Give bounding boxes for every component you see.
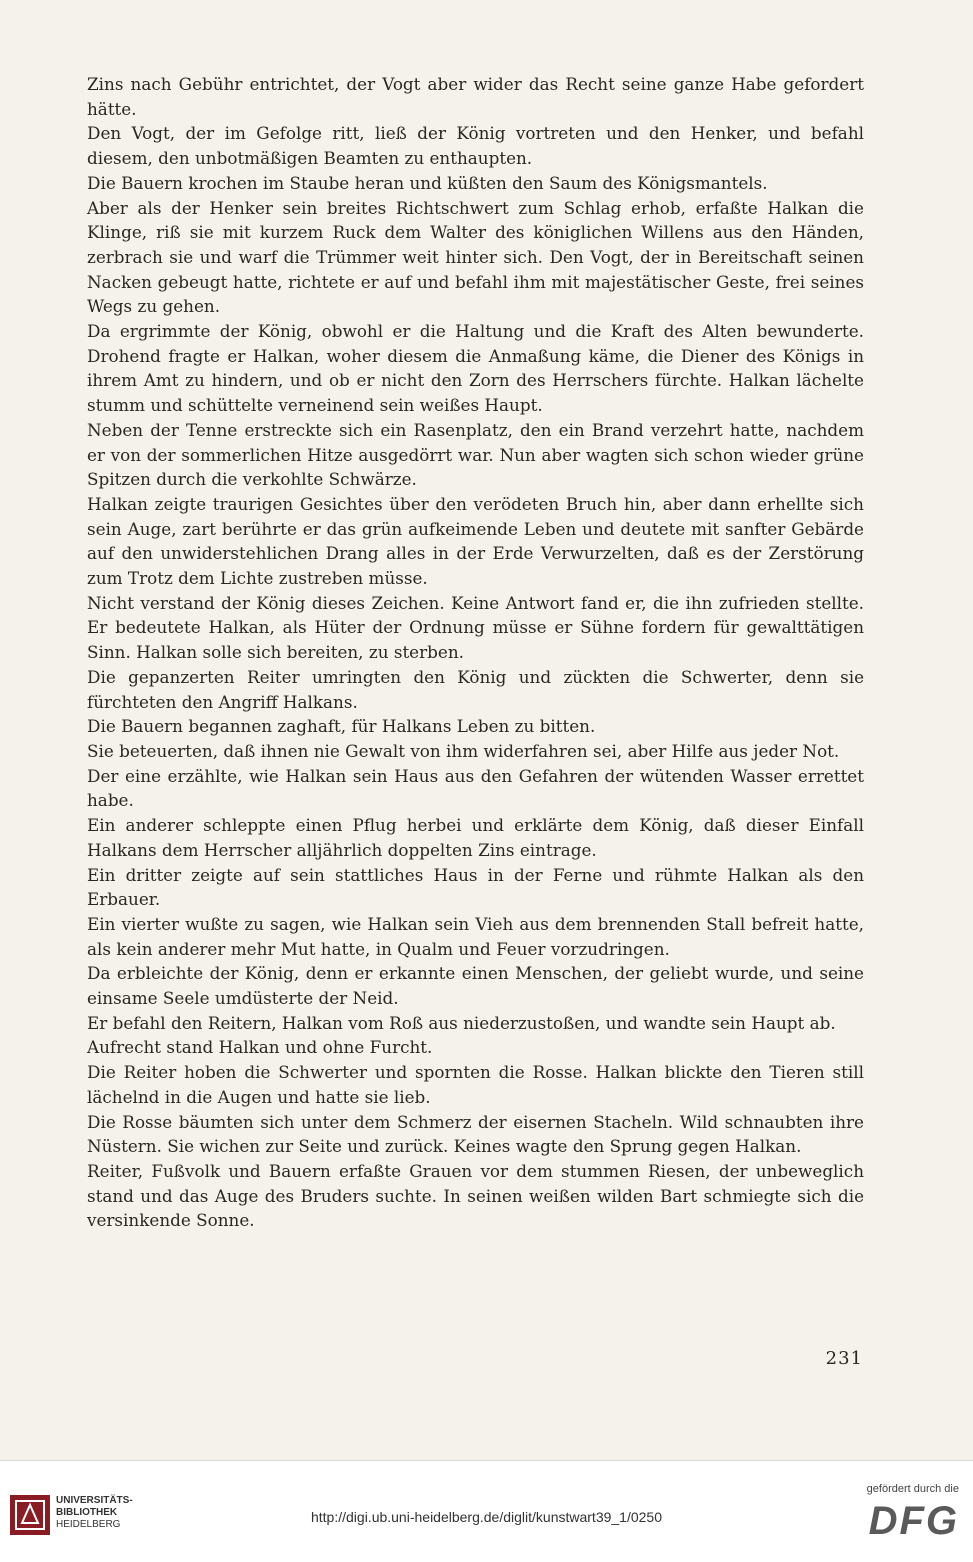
dfg-logo[interactable]: DFG (868, 1499, 959, 1543)
paragraph: Aber als der Henker sein breites Richtschwert zum Schlag erhob, erfaßte Halkan die Klinge, riß sie mit kurzem Ruck dem Walter des königlichen Willens aus den Händen, zerbrach sie und warf die Trümmer weit hinter sich. Den Vogt, der in Bereitschaft seinen Nacken gebeugt hatte, richtete er auf und befahl ihm mit majestätischer Geste, frei seines Wegs zu gehen. (87, 197, 864, 317)
paragraph: Er befahl den Reitern, Halkan vom Roß aus niederzustoßen, und wandte sein Haupt ab. (87, 1012, 836, 1033)
paragraph: Die Bauern krochen im Staube heran und küßten den Saum des Königsmantels. (87, 172, 768, 193)
paragraph: Neben der Tenne erstreckte sich ein Rasenplatz, den ein Brand verzehrt hatte, nachdem er von der sommerlichen Hitze ausgedörrt war. Nun aber wagten sich schon wieder grüne Spitzen durch die verkohlte Schwärze. (87, 419, 864, 490)
paragraph: Sie beteuerten, daß ihnen nie Gewalt von ihm widerfahren sei, aber Hilfe aus jeder Not. (87, 740, 840, 761)
paragraph: Zins nach Gebühr entrichtet, der Vogt aber wider das Recht seine ganze Habe gefordert hätte. (87, 74, 864, 119)
library-name-line: HEIDELBERG (56, 1519, 121, 1530)
paragraph: Reiter, Fußvolk und Bauern erfaßte Grauen vor dem stummen Riesen, der unbeweglich stand und das Auge des Bruders suchte. In seinen weißen wilden Bart schmiegte sich die versinkende Sonne. (87, 1160, 864, 1231)
viewer-footer (0, 1460, 973, 1562)
paragraph: Da erbleichte der König, denn er erkannte einen Menschen, der geliebt wurde, und seine einsame Seele umdüsterte der Neid. (87, 963, 864, 1009)
body-text (87, 72, 864, 1233)
paragraph: Den Vogt, der im Gefolge ritt, ließ der König vortreten und den Henker, und befahl diesem, den unbotmäßigen Beamten zu enthaupten. (87, 123, 864, 169)
paragraph: Die gepanzerten Reiter umringten den König und zückten die Schwerter, denn sie fürchteten den Angriff Halkans. (87, 666, 864, 712)
page-number: 231 (825, 1348, 863, 1369)
library-name-line: BIBLIOTHEK (56, 1507, 118, 1518)
funding-note: gefördert durch die (866, 1483, 959, 1495)
paragraph: Da ergrimmte der König, obwohl er die Haltung und die Kraft des Alten bewunderte. Drohend fragte er Halkan, woher diesem die Anmaßung käme, die Diener des Königs in ihrem Amt zu hindern, und ob er nicht den Zorn des Herrschers fürchte. Halkan lächelte stumm und schüttelte verneinend sein weißes Haupt. (87, 321, 864, 416)
permalink-url[interactable]: http://digi.ub.uni-heidelberg.de/diglit/kunstwart39_1/0250 (310, 1509, 663, 1525)
paragraph: Die Reiter hoben die Schwerter und spornten die Rosse. Halkan blickte den Tieren still lächelnd in die Augen und hatte sie lieb. (87, 1062, 864, 1107)
paragraph: Halkan zeigte traurigen Gesichtes über den verödeten Bruch hin, aber dann erhellte sich sein Auge, zart berührte er das grün aufkeimende Leben und deutete mit sanfter Gebärde auf den unwiderstehlichen Drang alles in der Erde Verwurzelten, daß es der Zerstörung zum Trotz dem Lichte zustreben müsse. (87, 493, 864, 589)
paragraph: Ein dritter zeigte auf sein stattliches Haus in der Ferne und rühmte Halkan als den Erbauer. (87, 864, 864, 910)
paragraph: Nicht verstand der König dieses Zeichen. Keine Antwort fand er, die ihn zufrieden stellte. Er bedeutete Halkan, als Hüter der Ordnung müsse er Sühne fordern für gewalttätigen Sinn. Halkan solle sich bereiten, zu sterben. (87, 592, 864, 663)
library-name-line: UNIVERSITÄTS- (56, 1495, 133, 1506)
paragraph: Ein anderer schleppte einen Pflug herbei und erklärte dem König, daß dieser Einfall Halkans dem Herrscher alljährlich doppelten Zins eintrage. (87, 815, 864, 860)
paragraph: Die Rosse bäumten sich unter dem Schmerz der eisernen Stacheln. Wild schnaubten ihre Nüstern. Sie wichen zur Seite und zurück. Keines wagte den Sprung gegen Halkan. (87, 1111, 864, 1157)
paragraph: Aufrecht stand Halkan und ohne Furcht. (87, 1037, 433, 1058)
paragraph: Die Bauern begannen zaghaft, für Halkans Leben zu bitten. (87, 716, 596, 737)
paragraph: Ein vierter wußte zu sagen, wie Halkan sein Vieh aus dem brennenden Stall befreit hatte, als kein anderer mehr Mut hatte, in Qualm und Feuer vorzudringen. (87, 913, 864, 959)
paragraph: Der eine erzählte, wie Halkan sein Haus aus den Gefahren der wütenden Wasser errettet habe. (87, 765, 864, 811)
